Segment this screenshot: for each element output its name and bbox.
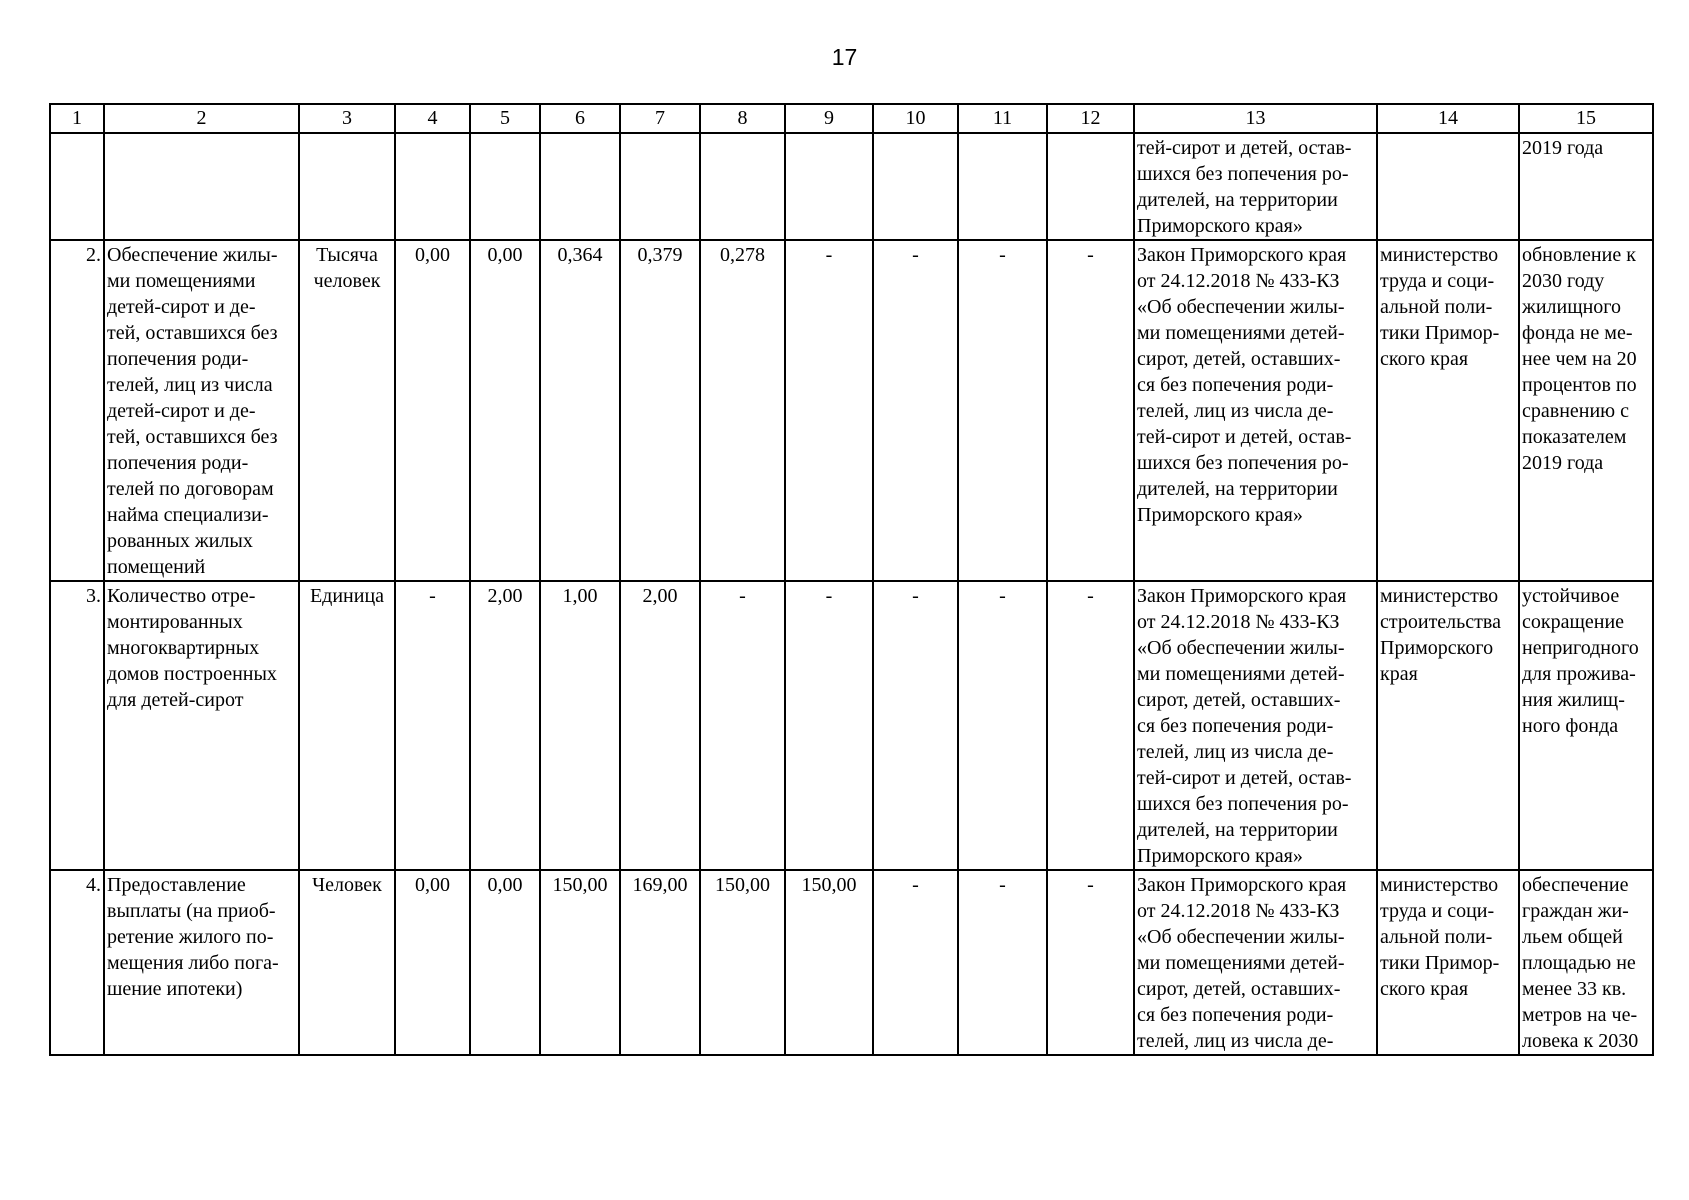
col-header-8: 8	[700, 104, 785, 133]
ministry-cell: министерство труда и соци- альной поли- тики Примор- ского края	[1377, 870, 1519, 1055]
value-cell: -	[958, 581, 1047, 870]
value-cell	[395, 133, 470, 240]
col-header-15: 15	[1519, 104, 1653, 133]
unit-cell	[299, 133, 395, 240]
unit-cell: Человек	[299, 870, 395, 1055]
value-cell: 0,00	[395, 870, 470, 1055]
indicator-name: Количество отре- монтированных многоквартирных домов построенных для детей-сирот	[104, 581, 299, 870]
value-cell: -	[958, 240, 1047, 581]
row-number	[50, 133, 104, 240]
value-cell	[785, 133, 873, 240]
col-header-7: 7	[620, 104, 700, 133]
value-cell	[540, 133, 620, 240]
ministry-cell	[1377, 133, 1519, 240]
value-cell	[700, 133, 785, 240]
header-row	[50, 104, 1653, 133]
value-cell: 0,00	[395, 240, 470, 581]
value-cell: 0,364	[540, 240, 620, 581]
row-number: 3.	[50, 581, 104, 870]
value-cell: -	[1047, 240, 1134, 581]
value-cell: 150,00	[540, 870, 620, 1055]
page-number: 17	[831, 44, 858, 70]
col-header-6: 6	[540, 104, 620, 133]
col-header-2: 2	[104, 104, 299, 133]
unit-cell: Единица	[299, 581, 395, 870]
value-cell: -	[1047, 870, 1134, 1055]
row-number: 2.	[50, 240, 104, 581]
value-cell: 169,00	[620, 870, 700, 1055]
col-header-13: 13	[1134, 104, 1377, 133]
result-cell: обновление к 2030 году жилищного фонда не ме- нее чем на 20 процентов по сравнению с показателем 2019 года	[1519, 240, 1653, 581]
col-header-10: 10	[873, 104, 958, 133]
value-cell: 0,00	[470, 870, 540, 1055]
value-cell	[620, 133, 700, 240]
value-cell	[1047, 133, 1134, 240]
ministry-cell: министерство труда и соци- альной поли- тики Примор- ского края	[1377, 240, 1519, 581]
law-cell: Закон Приморского края от 24.12.2018 № 433-КЗ «Об обеспечении жилы- ми помещениями детей- сирот, детей, оставших- ся без попечения роди- телей, лиц из числа де-	[1134, 870, 1377, 1055]
table-row	[50, 581, 1653, 870]
indicator-name: Обеспечение жилы- ми помещениями детей-сирот и де- тей, оставшихся без попечения роди- телей, лиц из числа детей-сирот и де- тей, оставшихся без попечения роди- телей по договорам найма специализи- рованных жилых помещений	[104, 240, 299, 581]
value-cell: -	[873, 870, 958, 1055]
value-cell: 1,00	[540, 581, 620, 870]
value-cell: 150,00	[785, 870, 873, 1055]
result-cell: 2019 года	[1519, 133, 1653, 240]
value-cell: 2,00	[620, 581, 700, 870]
law-cell: Закон Приморского края от 24.12.2018 № 433-КЗ «Об обеспечении жилы- ми помещениями детей- сирот, детей, оставших- ся без попечения роди- телей, лиц из числа де- тей-сирот и детей, остав- шихся без попечения ро- дителей, на территории Приморского края»	[1134, 581, 1377, 870]
row-number: 4.	[50, 870, 104, 1055]
indicators-table	[49, 103, 1654, 1056]
col-header-9: 9	[785, 104, 873, 133]
value-cell: 150,00	[700, 870, 785, 1055]
value-cell: -	[1047, 581, 1134, 870]
col-header-14: 14	[1377, 104, 1519, 133]
result-cell: обеспечение граждан жи- льем общей площадью не менее 33 кв. метров на че- ловека к 2030	[1519, 870, 1653, 1055]
table-row	[50, 133, 1653, 240]
value-cell: -	[395, 581, 470, 870]
indicator-name	[104, 133, 299, 240]
law-cell: Закон Приморского края от 24.12.2018 № 433-КЗ «Об обеспечении жилы- ми помещениями детей- сирот, детей, оставших- ся без попечения роди- телей, лиц из числа де- тей-сирот и детей, остав- шихся без попечения ро- дителей, на территории Приморского края»	[1134, 240, 1377, 581]
col-header-12: 12	[1047, 104, 1134, 133]
value-cell: 0,379	[620, 240, 700, 581]
value-cell	[470, 133, 540, 240]
col-header-3: 3	[299, 104, 395, 133]
table-row	[50, 240, 1653, 581]
value-cell: 2,00	[470, 581, 540, 870]
col-header-4: 4	[395, 104, 470, 133]
value-cell: -	[785, 581, 873, 870]
table-row	[50, 870, 1653, 1055]
value-cell: -	[700, 581, 785, 870]
indicator-name: Предоставление выплаты (на приоб- ретение жилого по- мещения либо пога- шение ипотеки)	[104, 870, 299, 1055]
col-header-1: 1	[50, 104, 104, 133]
value-cell: -	[873, 581, 958, 870]
result-cell: устойчивое сокращение непригодного для прожива- ния жилищ- ного фонда	[1519, 581, 1653, 870]
value-cell	[873, 133, 958, 240]
unit-cell: Тысяча человек	[299, 240, 395, 581]
col-header-11: 11	[958, 104, 1047, 133]
law-cell: тей-сирот и детей, остав- шихся без попечения ро- дителей, на территории Приморского края»	[1134, 133, 1377, 240]
ministry-cell: министерство строительства Приморского края	[1377, 581, 1519, 870]
value-cell: -	[785, 240, 873, 581]
col-header-5: 5	[470, 104, 540, 133]
value-cell: -	[958, 870, 1047, 1055]
value-cell: -	[873, 240, 958, 581]
value-cell: 0,278	[700, 240, 785, 581]
value-cell: 0,00	[470, 240, 540, 581]
value-cell	[958, 133, 1047, 240]
